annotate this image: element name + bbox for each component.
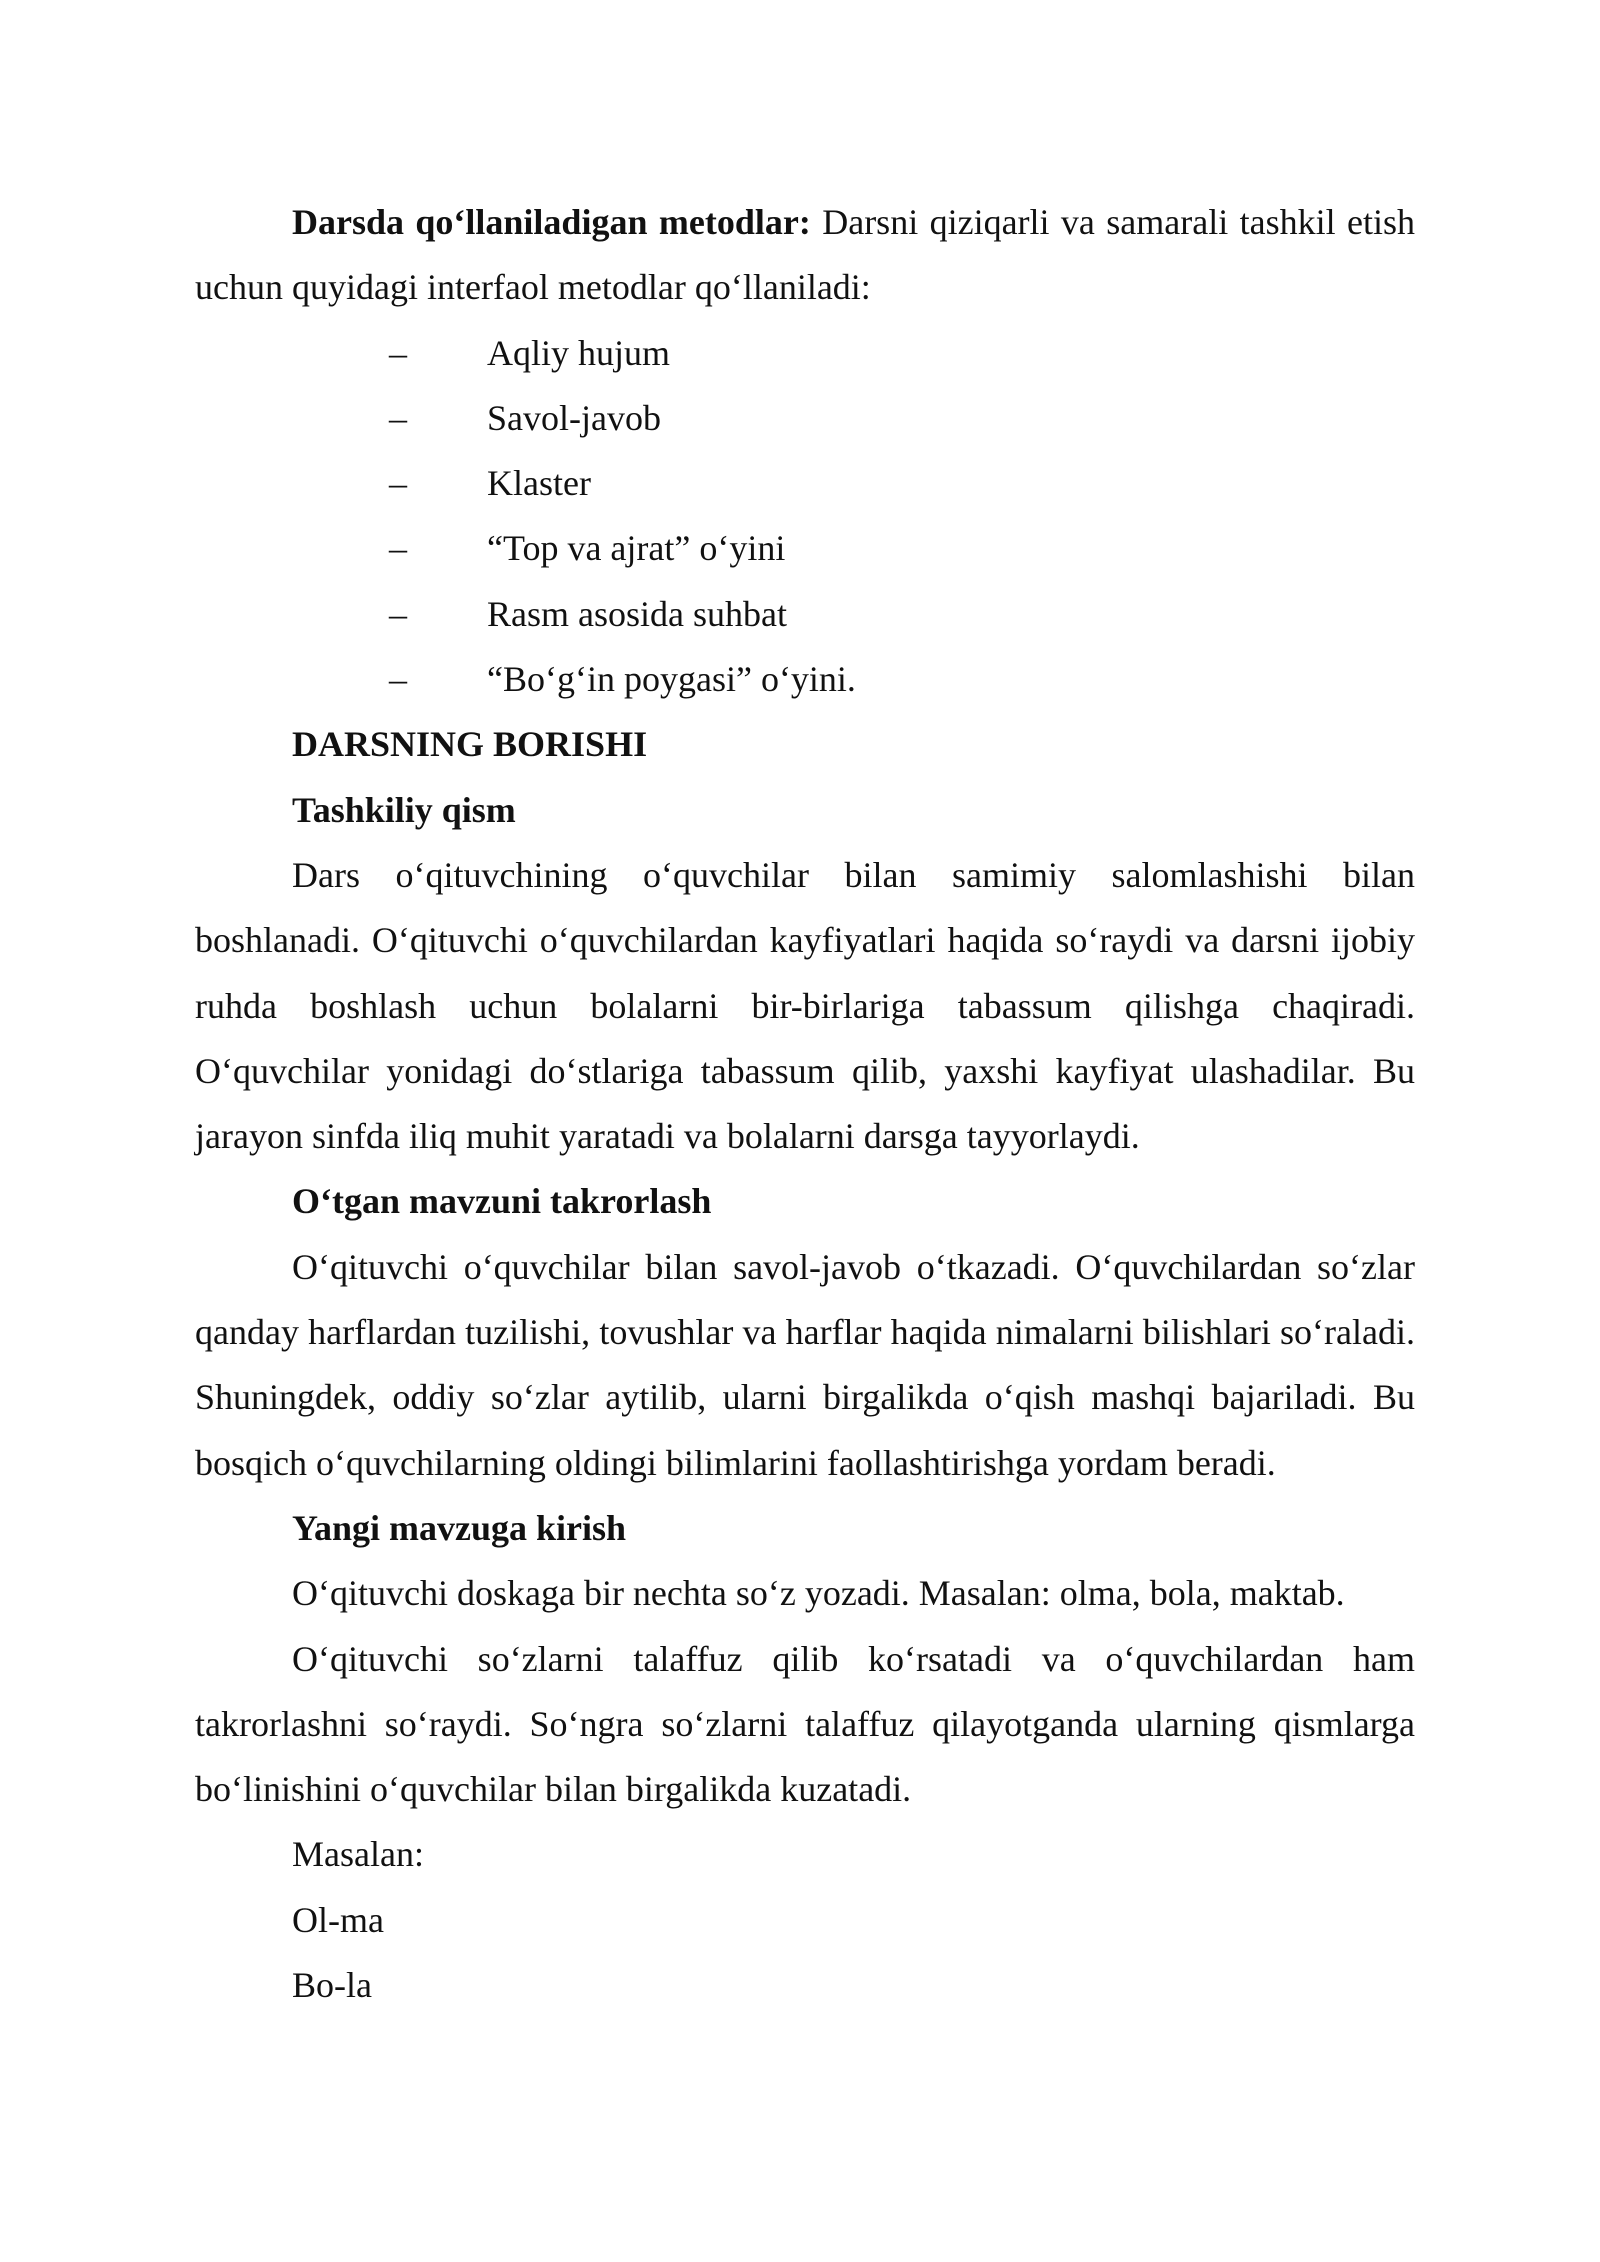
document-page (195, 190, 1415, 2018)
organizational-heading: Tashkiliy qism (292, 789, 516, 830)
dash-marker: – (389, 659, 407, 700)
list-item (195, 451, 1415, 516)
example-label: Masalan: (292, 1834, 424, 1875)
list-item (195, 321, 1415, 386)
example-word: Ol-ma (292, 1899, 384, 1940)
list-item-text: “Top va ajrat” o‘yini (487, 528, 786, 569)
list-item-text: Savol-javob (487, 397, 661, 438)
list-item (195, 582, 1415, 647)
methods-list (195, 321, 1415, 713)
new-topic-heading: Yangi mavzuga kirish (292, 1507, 627, 1548)
new-topic-paragraph-1: O‘qituvchi doskaga bir nechta so‘z yozadi. Masalan: olma, bola, maktab. (292, 1573, 1345, 1614)
dash-marker: – (389, 593, 407, 634)
list-item (195, 647, 1415, 712)
new-topic-paragraph-2: O‘qituvchi so‘zlarni talaffuz qilib ko‘rsatadi va o‘quvchilardan ham takrorlashni so‘raydi. So‘ngra so‘zlarni talaffuz qilayotganda ularning qismlarga bo‘linishini o‘quvchilar bilan birgalikda kuzatadi. (195, 1638, 1415, 1810)
organizational-paragraph: Dars o‘qituvchining o‘quvchilar bilan samimiy salomlashishi bilan boshlanadi. O‘qituvchi o‘quvchilardan kayfiyatlari haqida so‘raydi va darsni ijobiy ruhda boshlash uchun bolalarni bir-birlariga tabassum qilishga chaqiradi. O‘quvchilar yonidagi do‘stlariga tabassum qilib, yaxshi kayfiyat ulashadilar. Bu jarayon sinfda iliq muhit yaratadi va bolalarni darsga tayyorlaydi. (195, 854, 1415, 1157)
intro-bold-lead: Darsda qo‘llaniladigan metodlar: (292, 202, 811, 242)
list-item-text: Klaster (487, 463, 591, 504)
intro-text: Darsni qiziqarli va samarali tashkil etish uchun quyidagi interfaol metodlar qo‘llaniladi: (195, 202, 1415, 308)
review-paragraph: O‘qituvchi o‘quvchilar bilan savol-javob o‘tkazadi. O‘quvchilardan so‘zlar qanday harflardan tuzilishi, tovushlar va harflar haqida nimalarni bilishlari so‘raladi. Shuningdek, oddiy so‘zlar aytilib, ularni birgalikda o‘qish mashqi bajariladi. Bu bosqich o‘quvchilarning oldingi bilimlarini faollashtirishga yordam beradi. (195, 1246, 1415, 1483)
dash-marker: – (389, 463, 407, 504)
list-item (195, 516, 1415, 581)
list-item-text: Rasm asosida suhbat (487, 593, 787, 634)
dash-marker: – (389, 528, 407, 569)
review-heading: O‘tgan mavzuni takrorlash (292, 1181, 712, 1222)
section-title: DARSNING BORISHI (292, 724, 648, 765)
dash-marker: – (389, 332, 407, 373)
dash-marker: – (389, 397, 407, 438)
intro-paragraph (195, 190, 1415, 321)
list-item-text: “Bo‘g‘in poygasi” o‘yini. (487, 659, 856, 700)
example-word: Bo-la (292, 1965, 372, 2006)
list-item-text: Aqliy hujum (487, 332, 671, 373)
list-item (195, 386, 1415, 451)
